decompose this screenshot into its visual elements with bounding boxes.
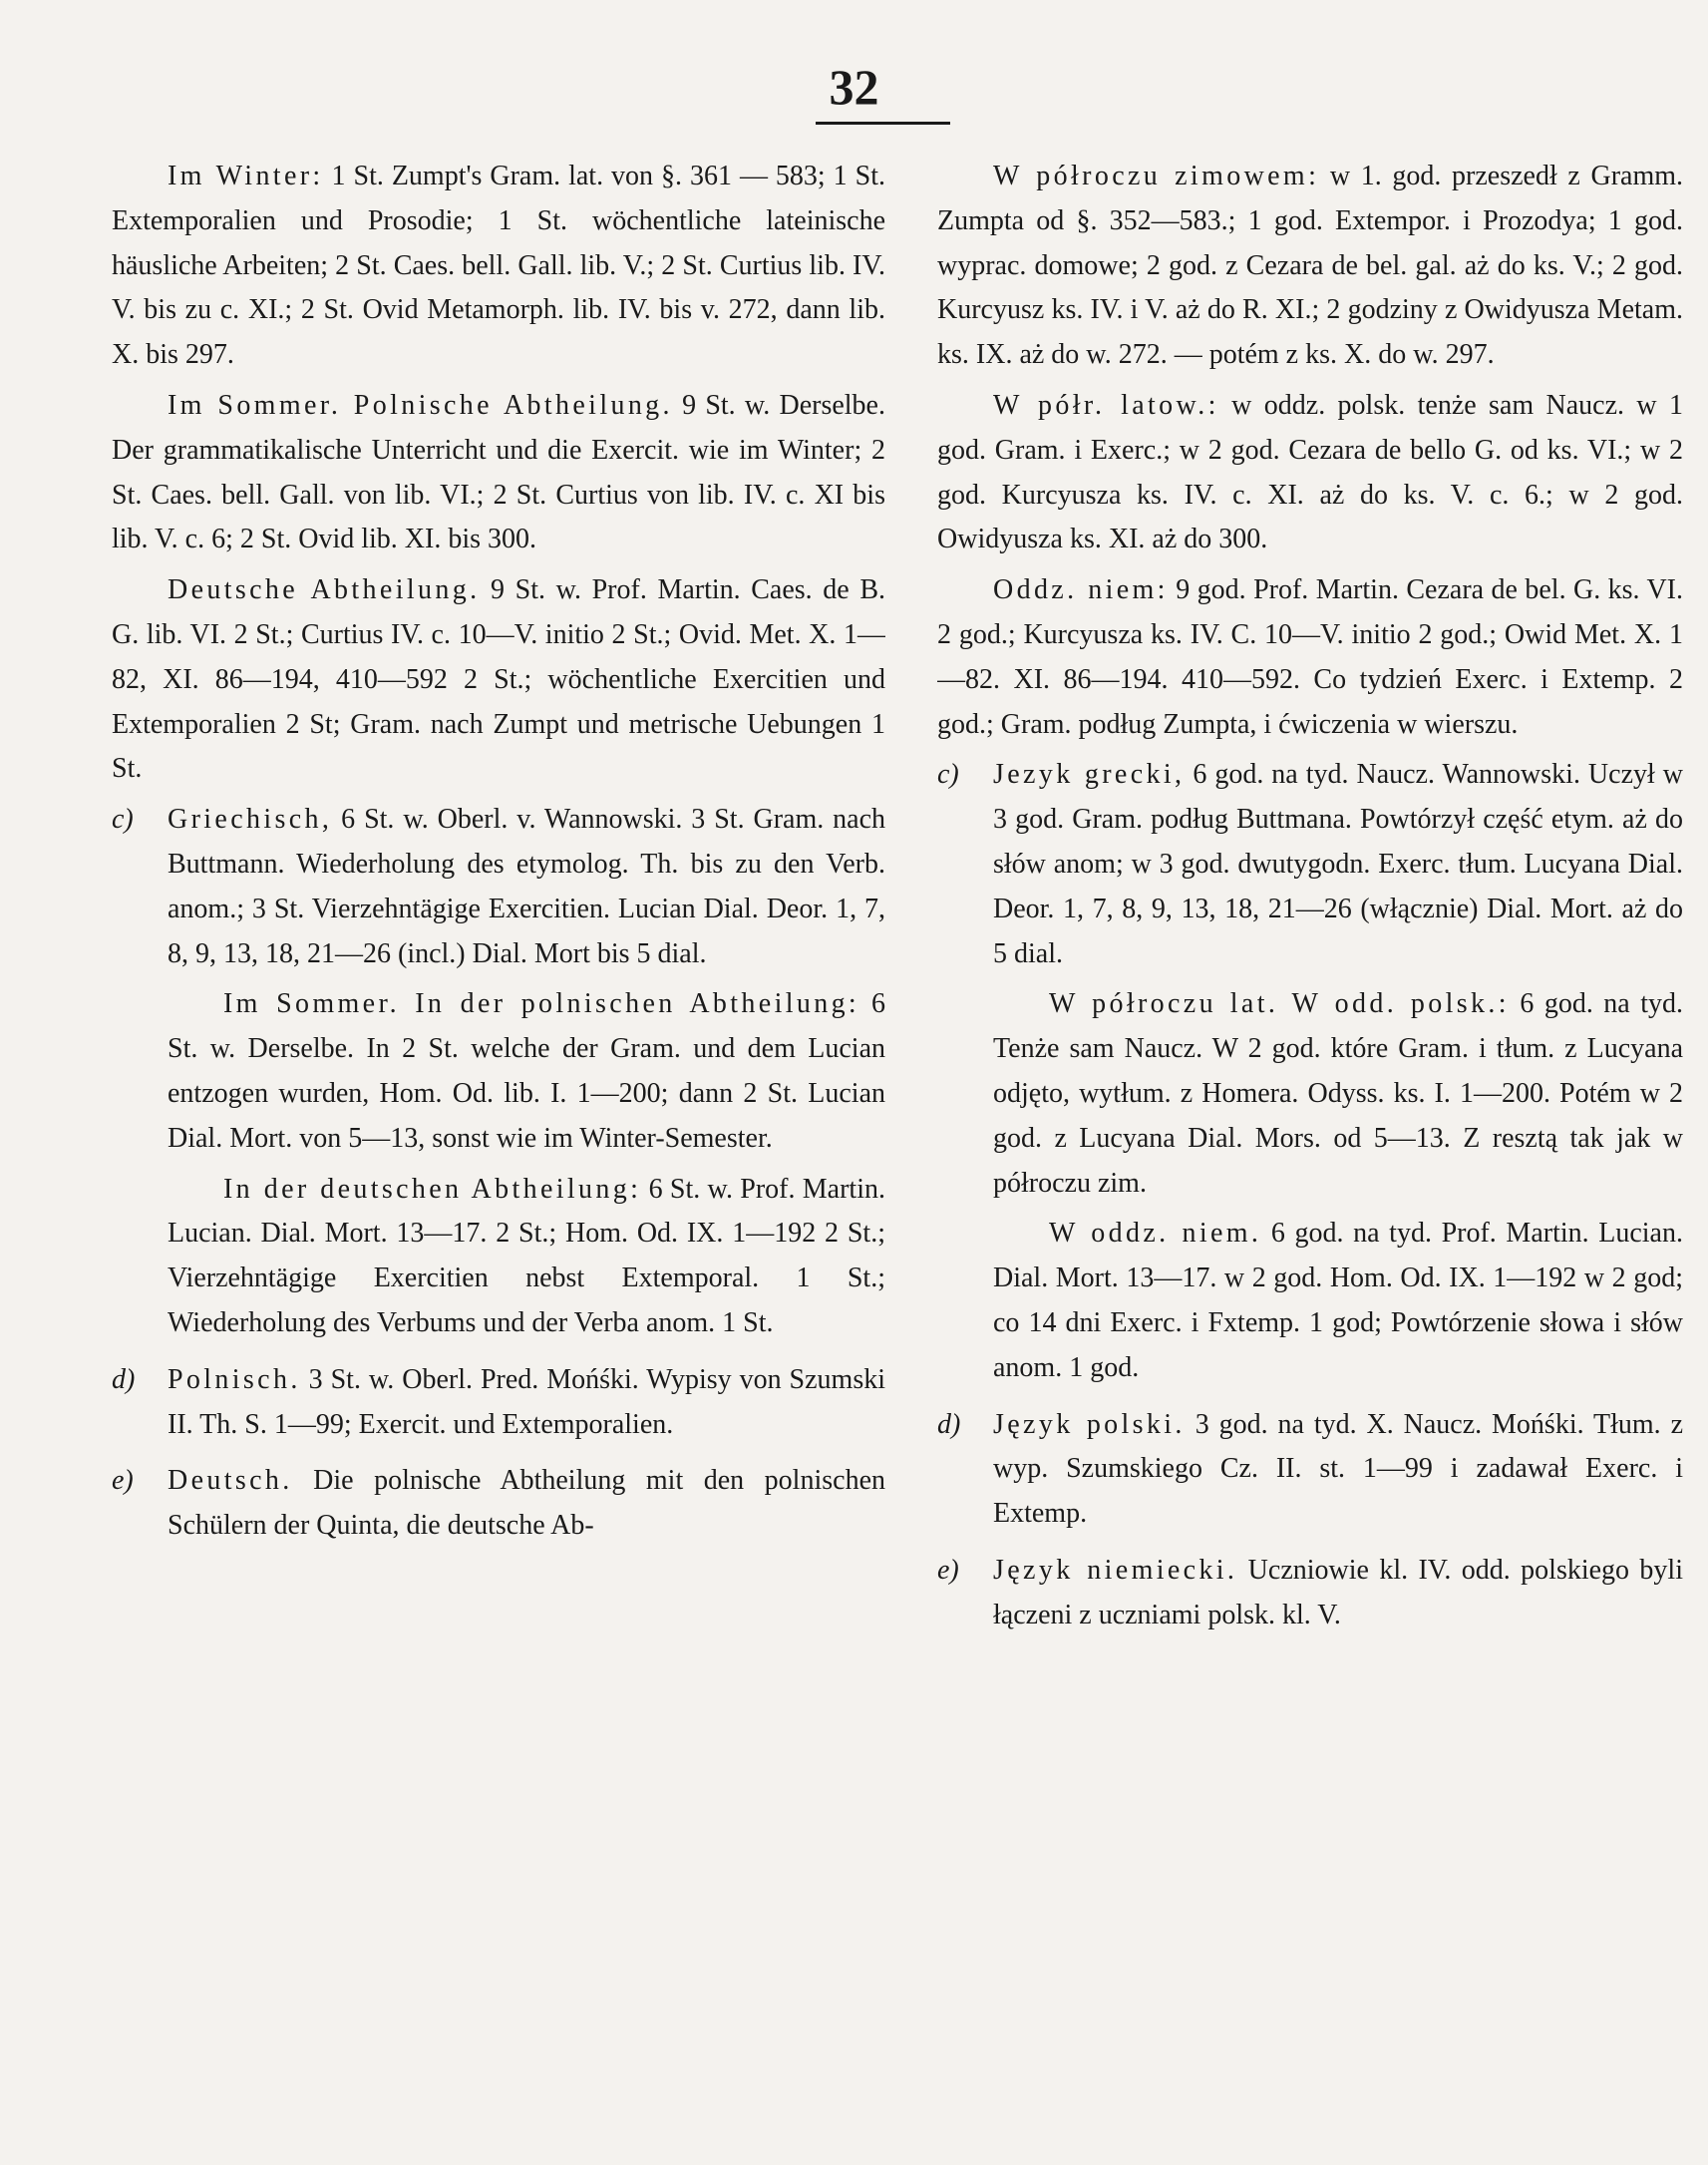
polish-niemiecki-text: Uczniowie kl. IV. odd. polskiego byli łączeni z uczniami polsk. kl. V. — [993, 1554, 1683, 1630]
polish-section-e-marker: e) — [937, 1554, 959, 1586]
german-greek-summer-text: 6 St. w. Derselbe. In 2 St. welche der Gram. und dem Lucian entzogen wurden, Hom. Od. lib. I. 1—200; dann 2 St. Lucian Dial. Mort. von 5—13, sonst wie im Winter-Semester. — [168, 988, 885, 1154]
german-winter-text: 1 St. Zumpt's Gram. lat. von §. 361 — 583; 1 St. Extemporalien und Prosodie; 1 St. wöchentliche lateinische häusliche Arbeiten; 2 St. Caes. bell. Gall. lib. V.; 2 St. Curtius lib. IV. V. bis zu c. XI.; 2 St. Ovid Metamorph. lib. IV. bis v. 272, dann lib. X. bis 297. — [112, 161, 885, 371]
polish-grecki-lead: Jezyk grecki, — [993, 759, 1186, 791]
german-greek-deutsch-text: 6 St. w. Prof. Martin. Lucian. Dial. Mort. 13—17. 2 St.; Hom. Od. IX. 1—192 2 St.; Vierzehntägige Exercitien nebst Extemporal. 1 St.; Wiederholung des Verbums und der Verba anom. 1 St. — [168, 1173, 885, 1338]
german-summer-text: 9 St. w. Derselbe. Der grammatikalische Unterricht und die Exercit. wie im Winter; 2 St. Caes. bell. Gall. von lib. VI.; 2 St. Curtius von lib. IV. c. XI bis lib. V. c. 6; 2 St. Ovid lib. XI. bis 300. — [112, 389, 885, 555]
polish-polski-lead: Język polski. — [993, 1408, 1186, 1440]
polish-grecki-text: 6 god. na tyd. Naucz. Wannowski. Uczył w 3 god. Gram. podług Buttmana. Powtórzył część etym. aż do słów anom; w 3 god. dwutygodn. Exerc. tłum. Lucyana Dial. Deor. 1, 7, 8, 9, 13, 18, 21—26 (włącznie) Dial. Mort. aż do 5 dial. — [993, 759, 1683, 969]
polish-niem-lead: Oddz. niem: — [993, 574, 1169, 606]
german-summer-paragraph — [112, 384, 885, 562]
german-deutsche-lead: Deutsche Abtheilung. — [168, 574, 481, 606]
german-deutsch-text: Die polnische Abtheilung mit den polnischen Schülern der Quinta, die deutsche Ab- — [168, 1465, 885, 1542]
polish-greek-summer-text: 6 god. na tyd. Tenże sam Naucz. W 2 god. które Gram. i tłum. z Lucyana odjęto, wytłum. z Homera. Odyss. ks. I. 1—200. Potém w 2 god. z Lucyana Dial. Mors. od 5—13. Z resztą tak jak w półroczu zim. — [993, 988, 1683, 1199]
polish-section-c — [937, 753, 1683, 1396]
polish-section-c-marker: c) — [937, 759, 959, 791]
polish-section-e — [937, 1549, 1683, 1644]
german-section-e — [112, 1459, 885, 1555]
page-number: 32 — [829, 59, 879, 115]
polish-polski-text: 3 god. na tyd. X. Naucz. Mońśki. Tłum. z wyp. Szumskiego Cz. II. st. 1—99 i zadawał Exerc. i Extemp. — [993, 1408, 1683, 1530]
german-deutsch-lead: Deutsch. — [168, 1465, 293, 1497]
polish-greek-niem-lead: W oddz. niem. — [1049, 1218, 1262, 1250]
german-griechisch-paragraph — [168, 798, 885, 976]
polish-winter-paragraph — [937, 155, 1683, 378]
polish-polski-paragraph — [993, 1403, 1683, 1537]
german-deutsch-paragraph — [168, 1459, 885, 1549]
german-greek-deutsch-paragraph — [168, 1168, 885, 1346]
german-section-d-marker: d) — [112, 1363, 136, 1395]
polish-grecki-paragraph — [993, 753, 1683, 976]
polish-greek-niem-text: 6 god. na tyd. Prof. Martin. Lucian. Dial. Mort. 13—17. w 2 god. Hom. Od. IX. 1—192 w 2 god; co 14 dni Exerc. i Fxtemp. 1 god; Powtórzenie słowa i słów anom. 1 god. — [993, 1218, 1683, 1383]
german-section-e-marker: e) — [112, 1465, 134, 1497]
german-deutsche-paragraph — [112, 568, 885, 792]
german-griechisch-lead: Griechisch, — [168, 804, 333, 836]
german-section-c-marker: c) — [112, 804, 134, 836]
german-section-c — [112, 798, 885, 1352]
german-winter-lead: Im Winter: — [168, 161, 324, 191]
german-polnisch-text: 3 St. w. Oberl. Pred. Mońśki. Wypisy von Szumski II. Th. S. 1—99; Exercit. und Extemporalien. — [168, 1363, 885, 1440]
polish-column — [937, 155, 1683, 2125]
polish-niem-paragraph — [937, 568, 1683, 747]
polish-greek-summer-paragraph — [993, 982, 1683, 1206]
polish-niemiecki-lead: Język niemiecki. — [993, 1554, 1238, 1586]
german-column — [112, 155, 885, 2125]
german-polnisch-paragraph — [168, 1358, 885, 1448]
german-winter-paragraph — [112, 155, 885, 378]
page-number-rule — [816, 122, 950, 125]
german-polnisch-lead: Polnisch. — [168, 1363, 301, 1395]
german-greek-summer-lead: Im Sommer. In der polnischen Abtheilung: — [223, 988, 860, 1020]
german-griechisch-text: 6 St. w. Oberl. v. Wannowski. 3 St. Gram. nach Buttmann. Wiederholung des etymolog. Th. bis zu den Verb. anom.; 3 St. Vierzehntägige Exercitien. Lucian Dial. Deor. 1, 7, 8, 9, 13, 18, 21—26 (incl.) Dial. Mort bis 5 dial. — [168, 804, 885, 969]
polish-winter-text: w 1. god. przeszedł z Gramm. Zumpta od §. 352—583.; 1 god. Extempor. i Prozodya; 1 god. wyprac. domowe; 2 god. z Cezara de bel. gal. aż do ks. V.; 2 god. Kurcyusz ks. IV. i V. aż do R. XI.; 2 godziny z Owidyusza Metam. ks. IX. aż do w. 272. — potém z ks. X. do w. 297. — [937, 161, 1683, 371]
german-greek-deutsch-lead: In der deutschen Abtheilung: — [223, 1173, 642, 1205]
polish-section-d — [937, 1403, 1683, 1543]
polish-section-d-marker: d) — [937, 1408, 961, 1440]
polish-niem-text: 9 god. Prof. Martin. Cezara de bel. G. ks. VI. 2 god.; Kurcyusza ks. IV. C. 10—V. initio 2 god.; Owid Met. X. 1—82. XI. 86—194. 410—592. Co tydzień Exerc. i Extemp. 2 god.; Gram. podług Zumpta, i ćwiczenia w wierszu. — [937, 574, 1683, 740]
german-deutsche-text: 9 St. w. Prof. Martin. Caes. de B. G. lib. VI. 2 St.; Curtius IV. c. 10—V. initio 2 St.; Ovid. Met. X. 1—82, XI. 86—194, 410—592 2 St.; wöchentliche Exercitien und Extemporalien 2 St; Gram. nach Zumpt und metrische Uebungen 1 St. — [112, 574, 885, 785]
polish-niemiecki-paragraph — [993, 1549, 1683, 1638]
german-section-d — [112, 1358, 885, 1454]
polish-summer-paragraph — [937, 384, 1683, 562]
polish-winter-lead: W półroczu zimowem: — [993, 161, 1320, 191]
polish-summer-text: w oddz. polsk. tenże sam Naucz. w 1 god. Gram. i Exerc.; w 2 god. Cezara de bello G. od ks. VI.; w 2 god. Kurcyusza ks. IV. c. XI. aż do ks. V. c. 6.; w 2 god. Owidyusza ks. XI. aż do 300. — [937, 389, 1683, 555]
german-summer-lead: Im Sommer. Polnische Abtheilung. — [168, 389, 673, 421]
polish-summer-lead: W półr. latow.: — [993, 389, 1219, 421]
polish-greek-summer-lead: W półroczu lat. W odd. polsk.: — [1049, 988, 1510, 1020]
polish-greek-niem-paragraph — [993, 1212, 1683, 1390]
german-greek-summer-paragraph — [168, 982, 885, 1161]
